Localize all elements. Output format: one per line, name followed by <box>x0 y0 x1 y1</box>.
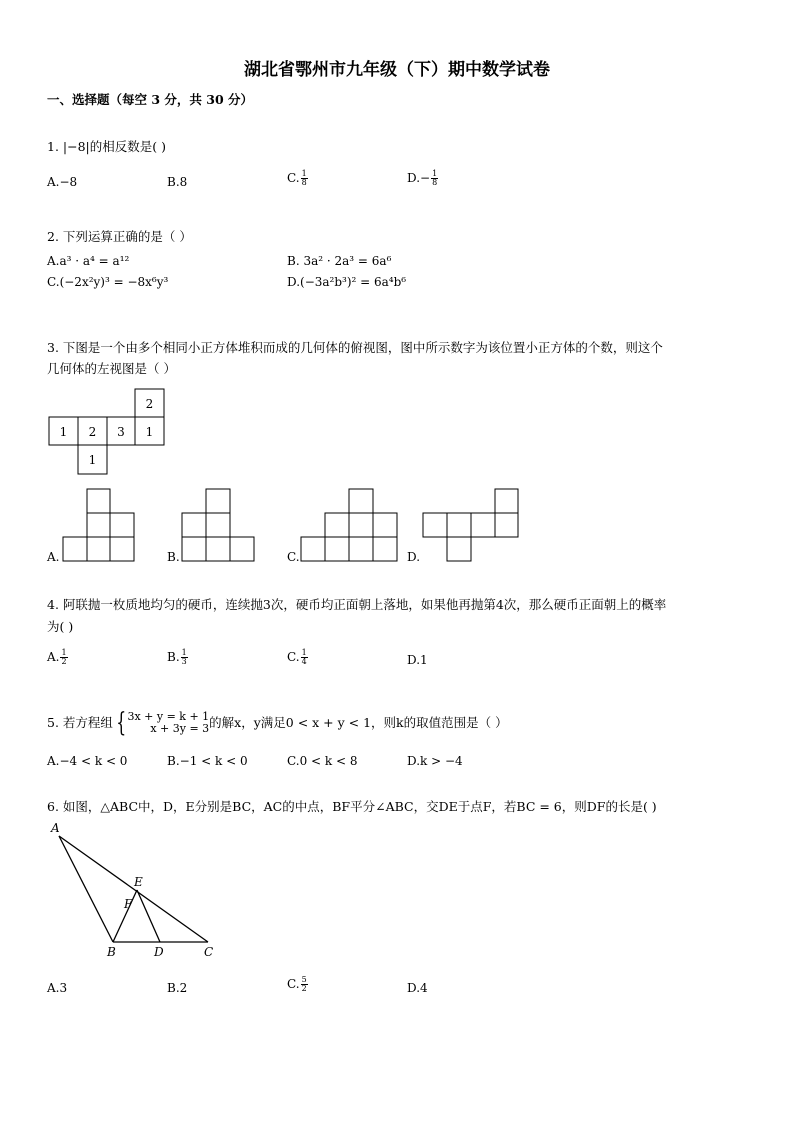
grid-number: 3 <box>117 425 125 439</box>
q5-option-c: C.0 < k < 8 <box>287 754 358 768</box>
q3-option-d: D. <box>407 550 421 564</box>
q1-option-d: D.− $\frac{1}{8}$ <box>407 169 438 187</box>
q3-option-b: B. <box>167 550 180 564</box>
q3-option-b-figure <box>182 489 254 561</box>
grid-number: 1 <box>145 425 154 439</box>
q1-option-b: B.8 <box>167 175 188 189</box>
grid-number: 1 <box>88 453 97 467</box>
q2-option-d: D.(−3a²b³)² = 6a⁴b⁶ <box>287 275 407 289</box>
point-label-d: D <box>154 945 164 959</box>
point-label-f: F <box>124 897 133 911</box>
q4-option-b: B. $\frac{1}{3}$ <box>167 648 187 666</box>
q3-option-a-figure <box>63 489 134 561</box>
page-title: 湖北省鄂州市九年级（下）期中数学试卷 <box>244 60 550 80</box>
point-label-c: C <box>204 945 214 959</box>
q4-stem-line1: 4. 阿联抛一枚质地均匀的硬币，连续抛3次，硬币均正面朝上落地，如果他再抛第4次，那么硬币正面朝上的概率 <box>47 597 667 612</box>
q6-option-a: A.3 <box>47 981 68 995</box>
q6-stem: 6. 如图，△ABC中，D，E分别是BC，AC的中点，BF平分∠ABC，交DE于点F，若BC = 6，则DF的长是( ) <box>47 799 657 814</box>
point-label-e: E <box>134 875 143 889</box>
grid-number: 2 <box>88 425 97 439</box>
q1-stem: 1. |−8|的相反数是( ) <box>47 139 166 154</box>
q5-option-d: D.k > −4 <box>407 754 463 768</box>
q4-option-a: A. $\frac{1}{2}$ <box>47 648 67 666</box>
q5-option-b: B.−1 < k < 0 <box>167 754 248 768</box>
q2-stem: 2. 下列运算正确的是（ ） <box>47 229 192 244</box>
q3-stem-line2: 几何体的左视图是（ ） <box>47 361 176 376</box>
q2-option-b: B. 3a² · 2a³ = 6a⁶ <box>287 254 392 268</box>
q6-option-b: B.2 <box>167 981 188 995</box>
q2-option-a: A.a³ · a⁴ = a¹² <box>47 254 130 268</box>
q2-option-c: C.(−2x²y)³ = −8x⁶y³ <box>47 275 169 289</box>
q3-option-d-figure <box>423 489 518 561</box>
grid-number: 2 <box>145 397 154 411</box>
q4-option-c: C. $\frac{1}{4}$ <box>287 648 307 666</box>
q1-option-c: C. $\frac{1}{8}$ <box>287 169 307 187</box>
section-heading: 一、选择题（每空 3 分，共 30 分） <box>47 92 254 107</box>
q5-option-a: A.−4 < k < 0 <box>47 754 128 768</box>
q3-option-c-figure <box>301 489 397 561</box>
q1-option-a: A.−8 <box>47 175 78 189</box>
q5-stem: 5. 若方程组 { 3x + y = k + 1 x + 3y = 3 的解x，y满足0 < x + y < 1，则k的取值范围是（ ） <box>47 708 508 738</box>
equation-system: { 3x + y = k + 1 x + 3y = 3 <box>116 708 210 738</box>
grid-number: 1 <box>59 425 68 439</box>
q6-option-d: D.4 <box>407 981 428 995</box>
q6-option-c: C. $\frac{5}{2}$ <box>287 975 307 993</box>
q3-stem-line1: 3. 下图是一个由多个相同小正方体堆积而成的几何体的俯视图，图中所示数字为该位置小正方体的个数，则这个 <box>47 340 663 355</box>
point-label-b: B <box>107 945 116 959</box>
q3-option-c: C. <box>287 550 300 564</box>
q6-triangle-figure <box>59 836 208 942</box>
q4-stem-line2: 为( ) <box>47 619 74 634</box>
q4-option-d: D.1 <box>407 653 428 667</box>
q3-option-a: A. <box>47 550 60 564</box>
point-label-a: A <box>51 821 60 835</box>
